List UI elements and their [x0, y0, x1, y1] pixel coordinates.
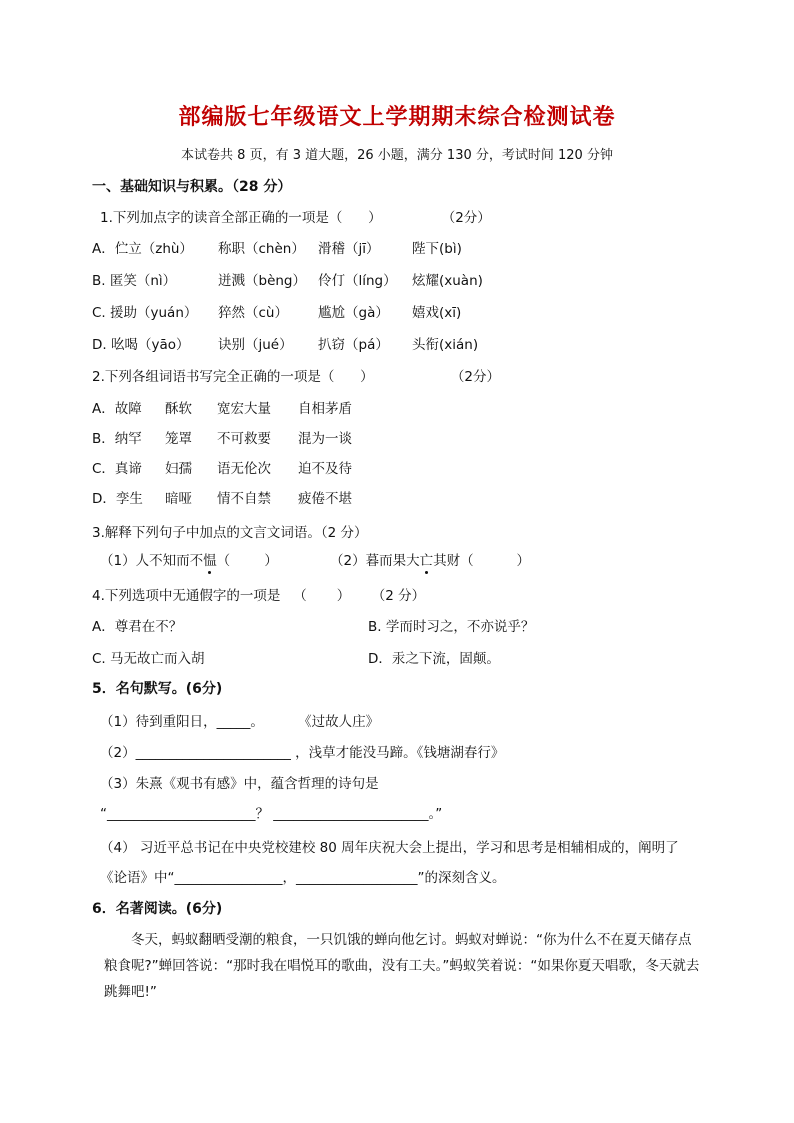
q3-part-2: （2）暮而果大亡其财（ ）: [330, 553, 531, 569]
q4-stem: 4.下列选项中无通假字的一项是 （ ） （2 分）: [92, 588, 426, 604]
q3-stem: 3.解释下列句子中加点的文言文词语。（2 分）: [92, 525, 368, 541]
exam-subtitle: 本试卷共 8 页，有 3 道大题，26 小题，满分 130 分，考试时间 120 分钟: [181, 148, 613, 163]
q5-stem: 5．名句默写。(6分): [92, 681, 223, 697]
dotted-char: 愠: [203, 553, 217, 569]
q1-stem: 1.下列加点字的读音全部正确的一项是（ ） （2分）: [100, 210, 491, 226]
q5-line-1: （1）待到重阳日，_____。 《过故人庄》: [100, 714, 380, 730]
dotted-char: 亡: [419, 553, 434, 569]
exam-title: 部编版七年级语文上学期期末综合检测试卷: [178, 105, 616, 130]
q4-option-b: B. 学而时习之，不亦说乎？: [368, 619, 535, 635]
q5-line-3: （3）朱熹《观书有感》中，蕴含哲理的诗句是: [100, 776, 379, 792]
q5-line-5: （4） 习近平总书记在中央党校建校 80 周年庆祝大会上提出，学习和思考是相辅相成的，阐明了: [100, 840, 679, 856]
q4-option-d: D．汞之下流，固颠。: [368, 651, 500, 667]
section-1-heading: 一、基础知识与积累。（28 分）: [92, 179, 292, 195]
q5-line-2: （2）_______________________ ，浅草才能没马蹄。《钱塘湖春行》: [100, 745, 505, 761]
q3-part-1: （1）人不知而不愠（ ）: [100, 553, 278, 569]
exam-page: 部编版七年级语文上学期期末综合检测试卷 本试卷共 8 页，有 3 道大题，26 小题，满分 130 分，考试时间 120 分钟 一、基础知识与积累。（28 分） 1.下列加点字的读音全部正确的一项是（ ） （2分） A．伫立（zhù） 称职（chèn） 滑稽（jī） 陛下(bì) B. 匿笑（nì） 迸溅（bèng） 伶仃（líng） 炫耀(xuàn) C. 援助（yuán） 猝然（cù） 尴尬（gà） 嬉戏(xī) D. 吆喝（yāo） 诀别（jué） 扒窃（pá） 头衔(xián) 2.下列各组词语书写完全正确的一项是（ ） （2分） A．故障 酥软 宽宏大量 自相茅盾 B．纳罕 笼罩 不可救要 混为一谈 C．真谛 妇孺 语无伦次 迫不及待 D．孪生 暗哑 情不自禁 疲倦不堪 3.解释下列句子中加点的文言文词语。（2 分） （1）人不知而不愠（ ） （2）暮而果大亡其财（ ） 4.下列选项中无通假字的一项是 （ ） （2 分） A．尊君在不？ B. 学而时习之，不亦说乎？ C. 马无故亡而入胡 D．汞之下流，固颠。 5．名句默写。(6分) （1）待到重阳日，_____。 《过故人庄》 （2）_______________________ ，浅草才能没马蹄。《钱塘湖春行》 （3）朱熹《观书有感》中，蕴含哲理的诗句是 “______________________？ _______________________。” （4） 习近平总书记在中央党校建校 80 周年庆祝大会上提出，学习和思考是相辅相成的，阐明了 《论语》中“________________，__________________”的深刻含义。 6．名著阅读。(6分) 冬天，蚂蚁翻晒受潮的粮食，一只饥饿的蝉向他乞讨。蚂蚁对蝉说：“你为什么不在夏天储存点粮食呢?”蝉回答说：“那时我在唱悦耳的歌曲，没有工夫。”蚂蚁笑着说：“如果你夏天唱歌，冬天就去跳舞吧!”: [0, 0, 794, 1123]
q6-stem: 6．名著阅读。(6分): [92, 901, 223, 917]
q4-option-a: A．尊君在不？: [92, 619, 183, 635]
q4-option-c: C. 马无故亡而入胡: [92, 651, 205, 667]
q6-passage: 冬天，蚂蚁翻晒受潮的粮食，一只饥饿的蝉向他乞讨。蚂蚁对蝉说：“你为什么不在夏天储存点粮食呢?”蝉回答说：“那时我在唱悦耳的歌曲，没有工夫。”蚂蚁笑着说：“如果你夏天唱歌，冬天就去跳舞吧!”: [104, 932, 700, 1000]
q5-line-6: 《论语》中“________________，__________________”的深刻含义。: [100, 870, 506, 886]
q5-line-4: “______________________？ _______________________。”: [100, 806, 443, 822]
q2-stem: 2.下列各组词语书写完全正确的一项是（ ） （2分）: [92, 369, 500, 385]
